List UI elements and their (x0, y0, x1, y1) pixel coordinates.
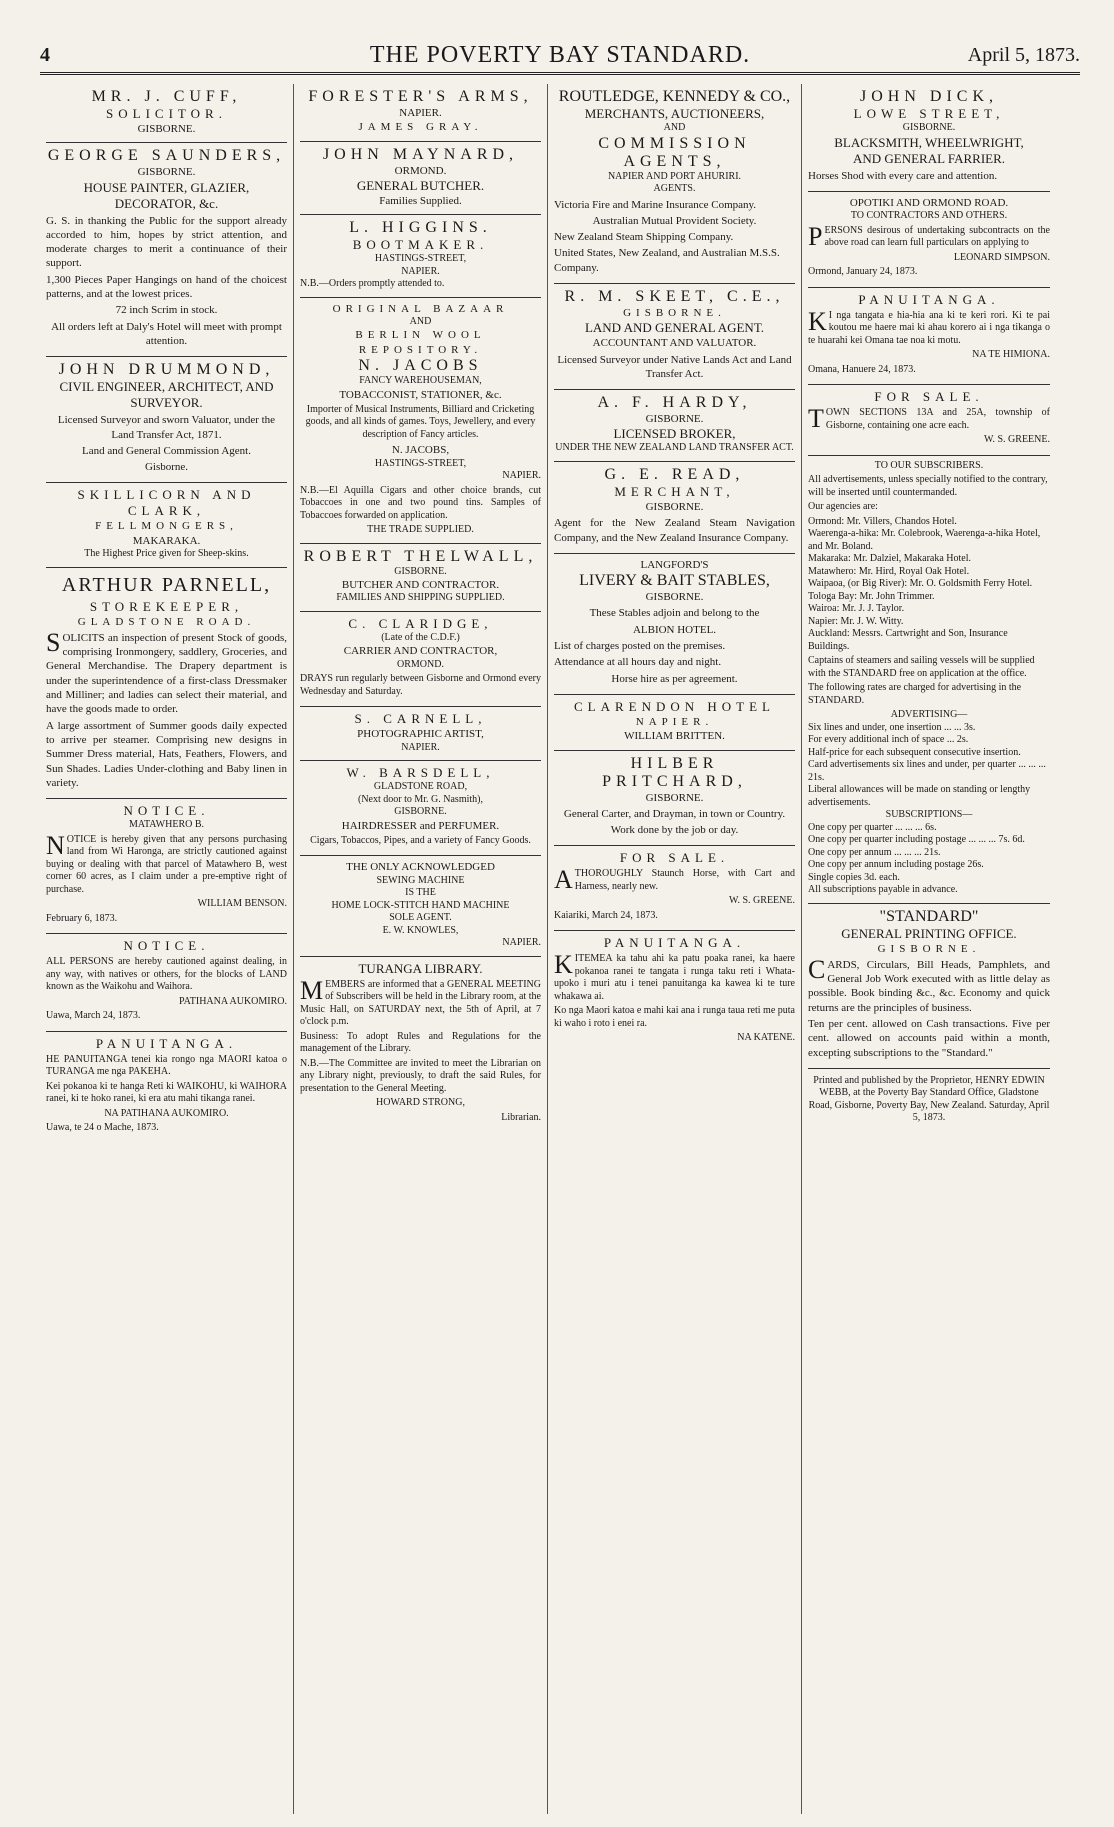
ad-title: JOHN DRUMMOND, (58, 361, 275, 379)
agency-item: Tologa Bay: Mr. John Trimmer. (808, 590, 935, 602)
ad-text: A large assortment of Summer goods daily expected to arrive per steamer. Comprising new designs in Summer Dress material, Hats, Feathers, Flowers, and Sun Shades. Ladies Under-clothing and Baby linen in variety. (46, 719, 287, 789)
ad-place: GISBORNE. (394, 806, 447, 818)
notice-body: HE PANUITANGA tenei kia rongo nga MAORI katoa o TURANGA me nga PAKEHA. (46, 1053, 287, 1078)
ad-claridge (300, 612, 541, 707)
notice-body: Our agencies are: (808, 501, 878, 513)
notice-road (808, 192, 1050, 288)
ad-place: GISBORNE. (877, 942, 981, 955)
ad-title: "STANDARD" (879, 907, 979, 925)
notice-date: Uawa, March 24, 1873. (46, 1010, 141, 1022)
notice-body: Captains of steamers and sailing vessels will be supplied with the STANDARD free on application at the office. (808, 655, 1035, 679)
ad-text: 1,300 Pieces Paper Hangings on hand of the choicest patterns, and at the lowest prices. (46, 273, 287, 301)
notice-heading: NOTICE. (123, 938, 210, 954)
ad-place: GLADSTONE ROAD. (77, 615, 256, 628)
ad-title: JOHN MAYNARD, (322, 145, 519, 163)
ad-place: GISBORNE. (645, 500, 704, 513)
ad-street: HASTINGS-STREET, (374, 253, 467, 265)
ad-place: Gisborne. (144, 461, 189, 474)
notice-signature: W. S. GREENE. (728, 895, 795, 907)
notice-date: Omana, Hanuere 24, 1873. (808, 363, 916, 375)
ad-text: Agent for the New Zealand Steam Navigation Company, and the New Zealand Insurance Company. (554, 517, 795, 544)
ad-trade: GENERAL BUTCHER. (356, 177, 485, 193)
ad-signature: N. JACOBS, (391, 444, 450, 457)
ad-foresters (300, 84, 541, 142)
ad-title: R. M. SKEET, C.E., (564, 287, 785, 305)
ad-place: GISBORNE. (137, 123, 196, 135)
rate-line: Half-price for each subsequent consecutive insertion. (808, 746, 1021, 758)
ad-heading: ORIGINAL BAZAAR (332, 302, 509, 315)
ad-trade: HAIRDRESSER and PERFUMER. (341, 819, 500, 832)
ad-read (554, 462, 795, 554)
ad-cuff (46, 84, 287, 143)
columns (40, 84, 1080, 1814)
rate-line: Six lines and under, one insertion ... ... 3s. (808, 721, 976, 733)
notice-subscribers (808, 456, 1050, 904)
ad-text: Australian Mutual Provident Society. (592, 214, 757, 227)
rate-line: Card advertisements six lines and under, per quarter ... ... ... 21s. (808, 759, 1046, 783)
notice-place: MATAWHERO B. (128, 819, 205, 831)
ad-text: Land and General Commission Agent. (82, 444, 251, 457)
ad-trade: PHOTOGRAPHIC ARTIST, (357, 728, 484, 741)
notice-heading: PANUITANGA. (95, 1035, 238, 1051)
ad-text: Ten per cent. allowed on Cash transactions. Five per cent. allowed on accounts paid within a month, excepting subscriptions to the "Standard." (808, 1018, 1050, 1059)
ad-text: THE TRADE SUPPLIED. (367, 524, 474, 536)
ad-text: Importer of Musical Instruments, Billiard and Cricketing goods, and all kinds of games. Toys, Jewellery, and every description of Fancy articles. (305, 403, 536, 440)
ad-trade: FANCY WAREHOUSEMAN, (359, 375, 482, 387)
ad-place: NAPIER. (502, 470, 541, 482)
ad-street: GLADSTONE ROAD, (373, 781, 468, 793)
rate-line: All subscriptions payable in advance. (808, 884, 958, 896)
notice-body: The following rates are charged for advertising in the STANDARD. (808, 682, 1022, 706)
notice-body: KI nga tangata e hia-hia ana ki te keri rori. Ki te pai koutou me haere mai ki ahau korero ai i nga tikanga o te huarahi kei Omana tae noa ki motu. (808, 306, 1050, 346)
ad-trade: CIVIL ENGINEER, ARCHITECT, AND SURVEYOR. (59, 379, 274, 411)
notice-signature: W. S. GREENE. (983, 434, 1050, 446)
notice-body: ATHOROUGHLY Staunch Horse, with Cart and Harness, nearly new. (554, 865, 795, 895)
ad-place: GISBORNE. (137, 166, 196, 179)
ad-trade: GENERAL PRINTING OFFICE. (841, 925, 1017, 941)
ad-heading: THE ONLY ACKNOWLEDGED (346, 861, 495, 874)
ad-trade: STOREKEEPER, (89, 598, 244, 614)
notice-body: MEMBERS are informed that a GENERAL MEETING of Subscribers will be held in the Library room, at the Music Hall, on SATURDAY next, the 5th of April, at 7 o'clock p.m. (300, 975, 541, 1028)
ad-trade: AND GENERAL FARRIER. (852, 150, 1006, 166)
column-2 (294, 84, 548, 1814)
notice-sale-sections (808, 385, 1050, 456)
ad-trade: SOLICITOR. (106, 106, 227, 121)
ad-text: (Next door to Mr. G. Nasmith), (358, 793, 483, 805)
ad-heading: HOME LOCK-STITCH HAND MACHINE (331, 899, 510, 911)
notice-body: PERSONS desirous of undertaking subcontracts on the above road can learn full particulars on applying to (808, 221, 1050, 251)
ad-title: JOHN DICK, (860, 88, 998, 105)
ad-heading: AND (409, 315, 432, 327)
ad-barsdell (300, 761, 541, 856)
ad-pritchard (554, 751, 795, 847)
notice-body: ALL PERSONS are hereby cautioned against dealing, in any way, with natives or others, for the blocks of LAND known as the Waikohu and Waihora. (46, 956, 287, 993)
ad-text: SOLICITS an inspection of present Stock of goods, comprising Ironmongery, saddlery, Groceries, and General Merchandise. The Drapery department is under the superintendence of a first-class Dressmaker and Milliner; and ladies can select their material, and have the goods made to order. (46, 627, 287, 716)
imprint-text: Printed and published by the Proprietor, HENRY EDWIN WEBB, at the Poverty Bay Standard Office, Gladstone Road, Gisborne, Poverty Bay, New Zealand. Saturday, April 5, 1873. (808, 1074, 1050, 1124)
rate-line: One copy per annum including postage 26s. (808, 859, 984, 871)
ad-trade: BOOTMAKER. (352, 237, 489, 253)
ad-trade: CARRIER AND CONTRACTOR, (343, 645, 498, 658)
ad-langford (554, 554, 795, 695)
ad-text: ALBION HOTEL. (632, 623, 717, 636)
ad-title: ARTHUR PARNELL, (61, 573, 272, 596)
ad-text: General Carter, and Drayman, in town or Country. (563, 807, 786, 820)
ad-text: Licensed Surveyor under Native Lands Act and Land Transfer Act. (557, 353, 792, 380)
notice-body: Kei pokanoa ki te hanga Reti ki WAIKOHU, ki WAIHORA ranei, ki te hoko ranei, ki era atu mahi tikanga ranei. (46, 1080, 287, 1105)
ad-signature: E. W. KNOWLES, (382, 924, 459, 936)
ad-title: SKILLICORN AND CLARK, (77, 487, 256, 519)
ad-street: HASTINGS-STREET, (374, 457, 467, 469)
ad-place: ORMOND. (394, 164, 447, 177)
ad-owner: WILLIAM BRITTEN. (624, 730, 725, 743)
ad-text: United States, New Zealand, and Australian M.S.S. Company. (554, 247, 780, 274)
ad-title: ROBERT THELWALL, (303, 547, 538, 565)
ad-dick (808, 84, 1050, 192)
notice-body: NOTICE is hereby given that any persons purchasing land from Wi Haronga, are strictly cautioned against buying or dealing with that parcel of Matawhero B, west corner 60 acres, as I claim under a pre-emptive right of purchase. (46, 830, 287, 895)
ad-title: L. HIGGINS. (349, 219, 492, 237)
agency-item: Napier: Mr. J. W. Witty. (808, 615, 904, 627)
ad-title: C. CLARIDGE, (348, 615, 493, 631)
ad-trade: BLACKSMITH, WHEELWRIGHT, (834, 134, 1024, 150)
ad-trade: FELLMONGERS, (95, 520, 238, 533)
ad-trade: ACCOUNTANT AND VALUATOR. (592, 337, 757, 350)
ad-text: FAMILIES AND SHIPPING SUPPLIED. (336, 592, 505, 604)
ad-text: Horses Shod with every care and attention. (808, 169, 998, 182)
ad-place: GISBORNE. (623, 306, 726, 319)
notice-heading: NOTICE. (123, 803, 210, 819)
notice-role: Librarian. (501, 1111, 541, 1123)
ad-heading: AGENTS. (653, 183, 696, 194)
notice-heading: TURANGA LIBRARY. (358, 960, 483, 976)
ad-heading: IS THE (405, 887, 436, 899)
notice-heading: TO OUR SUBSCRIBERS. (874, 459, 984, 471)
notice-signature: NA PATIHANA AUKOMIRO. (104, 1107, 229, 1119)
notice-panuitanga-1 (46, 1032, 287, 1143)
column-1 (40, 84, 294, 1814)
rates-heading: SUBSCRIPTIONS— (885, 809, 973, 821)
ad-text: N.B.—Orders promptly attended to. (300, 278, 445, 290)
ad-trade: LICENSED BROKER, (613, 426, 736, 442)
rate-line: Liberal allowances will be made on standing or lengthy advertisements. (808, 784, 1031, 808)
ad-jacobs (300, 298, 541, 544)
ad-title: G. E. READ, (604, 465, 745, 483)
ad-place: NAPIER AND PORT AHURIRI. (607, 170, 742, 182)
ad-place: MAKARAKA. (132, 534, 201, 547)
ad-clarendon (554, 695, 795, 751)
ad-skillicorn (46, 483, 287, 567)
ad-trade: COMMISSION AGENTS, (598, 134, 751, 170)
agency-item: Wairoa: Mr. J. J. Taylor. (808, 603, 905, 615)
notice-signature: LEONARD SIMPSON. (953, 251, 1050, 263)
ad-title: S. CARNELL, (354, 711, 487, 727)
ad-place: GISBORNE. (902, 122, 956, 133)
ad-title: GEORGE SAUNDERS, (47, 147, 286, 165)
agency-item: Auckland: Messrs. Cartwright and Son, Insurance Buildings. (808, 628, 1008, 652)
notice-sale-horse (554, 846, 795, 931)
column-4 (802, 84, 1056, 1814)
rate-line: For every additional inch of space ... 2s. (808, 734, 969, 746)
notice-heading: FOR SALE. (874, 389, 984, 405)
masthead (40, 38, 1080, 75)
ad-title: FORESTER'S ARMS, (308, 88, 533, 105)
agency-item: Waipaoa, (or Big River): Mr. O. Goldsmith Ferry Hotel. (808, 578, 1033, 590)
newspaper-title: THE POVERTY BAY STANDARD. (369, 42, 751, 68)
ad-text: DRAYS run regularly between Gisborne and Ormond every Wednesday and Saturday. (300, 673, 541, 697)
ad-trade: DECORATOR, &c. (114, 195, 219, 211)
ad-place: NAPIER. (401, 741, 440, 753)
ad-trade: MERCHANTS, AUCTIONEERS, (584, 106, 765, 121)
agency-item: Matawhero: Mr. Hird, Royal Oak Hotel. (808, 565, 970, 577)
notice-panuitanga-3 (808, 288, 1050, 386)
ad-text: Victoria Fire and Marine Insurance Company. (554, 198, 757, 211)
ad-title: A. F. HARDY, (597, 394, 752, 412)
ad-skeet (554, 284, 795, 390)
ad-routledge (554, 84, 795, 284)
notice-heading: PANUITANGA. (603, 935, 746, 951)
ad-title: W. BARSDELL, (346, 765, 495, 781)
notice-date: Uawa, te 24 o Mache, 1873. (46, 1122, 159, 1134)
ad-trade: TOBACCONIST, STATIONER, &c. (339, 388, 502, 401)
notice-matawhero (46, 799, 287, 934)
ad-text: G. S. in thanking the Public for the support already accorded to him, hopes by strict attention, and moderate charges to merit a continuance of their support. (46, 214, 287, 270)
ad-trade: LAND AND GENERAL AGENT. (584, 320, 765, 336)
ad-parnell (46, 568, 287, 800)
ad-maynard (300, 142, 541, 216)
ad-place: NAPIER. (635, 715, 714, 728)
notice-date: Ormond, January 24, 1873. (808, 266, 918, 278)
ad-place: NAPIER. (502, 937, 541, 949)
rate-line: Single copies 3d. each. (808, 871, 900, 883)
notice-body: N.B.—The Committee are invited to meet the Librarian on any Library night, previously, to draft the said Rules, for presentation to the General Meeting. (300, 1057, 541, 1094)
notice-library (300, 957, 541, 1133)
notice-date: February 6, 1873. (46, 912, 118, 924)
agency-item: Waerenga-a-hika: Mr. Colebrook, Waerenga-a-hika Hotel, and Mr. Boland. (808, 528, 1041, 552)
notice-heading: PANUITANGA. (858, 291, 1000, 307)
ad-place: GISBORNE. (645, 591, 704, 604)
ad-text: Horse hire as per agreement. (611, 672, 738, 685)
ad-text: Licensed Surveyor and sworn Valuator, under the Land Transfer Act, 1871. (57, 414, 276, 441)
ad-hardy (554, 390, 795, 462)
ad-text: UNDER THE NEW ZEALAND LAND TRANSFER ACT. (555, 442, 794, 454)
ad-title: LANGFORD'S (640, 558, 709, 571)
ad-place: GISBORNE. (645, 413, 704, 426)
ad-text: New Zealand Steam Shipping Company. (554, 231, 734, 244)
ad-street: LOWE STREET, (853, 106, 1005, 121)
ad-text: The Highest Price given for Sheep-skins. (84, 548, 249, 560)
ad-text: These Stables adjoin and belong to the (589, 607, 760, 620)
ad-place: GISBORNE. (645, 791, 704, 804)
ad-text: Cigars, Tobaccos, Pipes, and a variety of Fancy Goods. (310, 834, 531, 846)
rate-line: One copy per quarter including postage ... ... ... 7s. 6d. (808, 834, 1025, 846)
rate-line: One copy per annum ... ... ... 21s. (808, 846, 941, 858)
ad-trade: LIVERY & BAIT STABLES, (579, 572, 770, 590)
notice-signature: PATIHANA AUKOMIRO. (179, 995, 287, 1007)
page-number: 4 (40, 44, 50, 66)
notice-waikohu (46, 934, 287, 1032)
notice-body: TOWN SECTIONS 13A and 25A, township of Gisborne, containing one acre each. (808, 404, 1050, 434)
ad-title: HILBER PRITCHARD, (602, 754, 747, 790)
ad-text: Work done by the job or day. (610, 824, 739, 837)
notice-body: All advertisements, unless specially notified to the contrary, will be inserted until countermanded. (808, 474, 1048, 498)
ad-place: ORMOND. (397, 658, 444, 670)
ad-text: 72 inch Scrim in stock. (115, 304, 218, 317)
notice-signature: NA TE HIMIONA. (972, 349, 1050, 361)
notice-signature: WILLIAM BENSON. (197, 898, 287, 910)
ad-place: NAPIER. (401, 265, 440, 277)
ad-thelwall (300, 544, 541, 612)
ad-text: N.B.—El Aquilla Cigars and other choice brands, cut Tobaccoes in one and two pound tins. Samples of Tobaccoes forwarded on application. (300, 484, 541, 521)
agency-item: Makaraka: Mr. Dalziel, Makaraka Hotel. (808, 553, 971, 565)
ad-sewing-machine (300, 856, 541, 956)
notice-body: Business: To adopt Rules and Regulations for the management of the Library. (300, 1030, 541, 1055)
ad-printing-office (808, 904, 1050, 1069)
ad-heading: BERLIN WOOL REPOSITORY. (355, 329, 486, 356)
ad-heading: AND (663, 122, 686, 133)
ad-saunders (46, 143, 287, 357)
notice-panuitanga-2 (554, 931, 795, 1053)
notice-body: Ko nga Maori katoa e mahi kai ana i runga taua reti me puta ki waho i roto i enei ra. (554, 1005, 795, 1029)
ad-higgins (300, 215, 541, 298)
notice-signature: HOWARD STRONG, (376, 1097, 465, 1109)
ad-carnell (300, 707, 541, 761)
ad-text: Attendance at all hours day and night. (554, 656, 722, 669)
ad-heading: SEWING MACHINE (376, 874, 465, 886)
rate-line: One copy per quarter ... ... ... 6s. (808, 821, 937, 833)
notice-body: KITEMEA ka tahu ahi ka patu poaka ranei, ka haere pokanoa ranei te tangata i runga taku reti i Whata-upoko i muri atu i tenei panuitanga ka kawea ki te ture whakawa ai. (554, 950, 795, 1002)
ad-title: MR. J. CUFF, (91, 88, 242, 105)
notice-heading: FOR SALE. (619, 850, 730, 866)
ad-owner: JAMES GRAY. (358, 121, 483, 134)
imprint (808, 1069, 1050, 1133)
ad-drummond (46, 357, 287, 483)
ad-text: SOLE AGENT. (389, 912, 452, 924)
ad-trade: MERCHANT, (614, 483, 735, 499)
agency-item: Ormond: Mr. Villers, Chandos Hotel. (808, 515, 957, 527)
ad-title: ROUTLEDGE, KENNEDY & CO., (558, 88, 791, 105)
notice-date: Kaiariki, March 24, 1873. (554, 909, 658, 921)
notice-signature: NA KATENE. (737, 1032, 795, 1044)
ad-title: CLARENDON HOTEL (573, 698, 775, 714)
notice-subheading: TO CONTRACTORS AND OTHERS. (850, 210, 1008, 222)
ad-text: Families Supplied. (379, 194, 462, 207)
ad-trade: BUTCHER AND CONTRACTOR. (341, 579, 500, 592)
notice-heading: OPOTIKI AND ORMOND ROAD. (849, 196, 1009, 209)
rates-heading: ADVERTISING— (890, 709, 968, 721)
ad-place: GISBORNE. (394, 565, 447, 577)
ad-text: List of charges posted on the premises. (554, 640, 726, 653)
ad-text: All orders left at Daly's Hotel will meet with prompt attention. (51, 320, 282, 347)
ad-title: N. JACOBS (358, 357, 483, 375)
ad-text: (Late of the C.D.F.) (381, 631, 460, 643)
column-3 (548, 84, 802, 1814)
ad-place: NAPIER. (399, 107, 442, 119)
ad-text: CARDS, Circulars, Bill Heads, Pamphlets, and General Job Work executed with as little delay as possible. Book binding &c., &c. Economy and quick returns are the principles of business. (808, 954, 1050, 1014)
issue-date: April 5, 1873. (967, 44, 1080, 66)
ad-trade: HOUSE PAINTER, GLAZIER, (83, 179, 250, 195)
